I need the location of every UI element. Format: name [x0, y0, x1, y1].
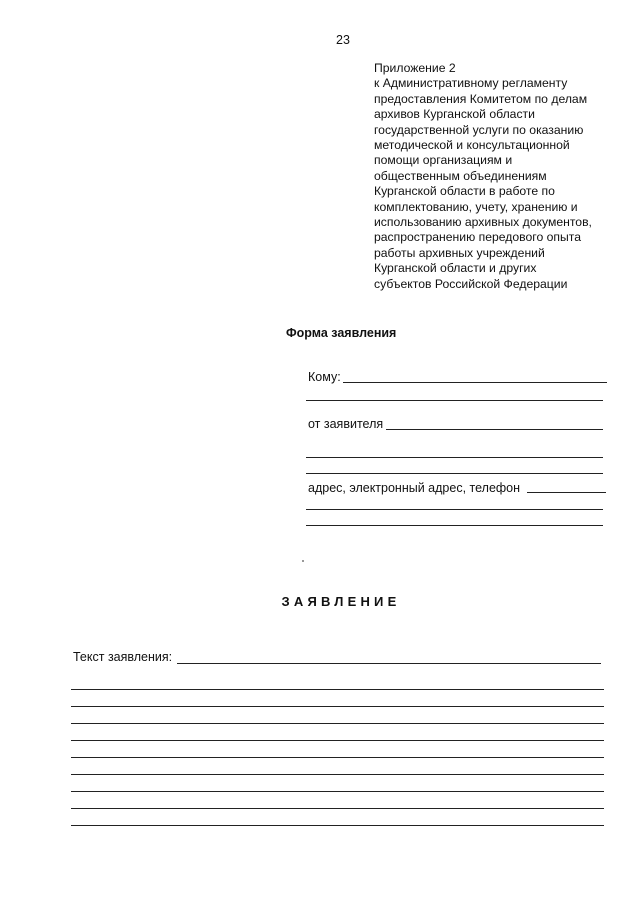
appendix-line: субъектов Российской Федерации	[374, 276, 568, 291]
appendix-line: Приложение 2	[374, 61, 456, 75]
to-field-line[interactable]	[343, 382, 607, 383]
appendix-line: методической и консультационной	[374, 138, 570, 153]
address-field-line-2[interactable]	[306, 509, 603, 510]
address-field-line-3[interactable]	[306, 525, 603, 526]
form-title: Форма заявления	[286, 326, 397, 340]
statement-text-line[interactable]	[71, 825, 604, 826]
appendix-line: предоставления Комитетом по делам	[374, 91, 588, 106]
statement-text-line[interactable]	[71, 774, 604, 775]
appendix-line: государственной услуги по оказанию	[374, 122, 584, 137]
appendix-line: общественным объединениям	[374, 168, 547, 183]
to-label: Кому:	[308, 370, 341, 384]
statement-text-line[interactable]	[71, 757, 604, 758]
statement-text-line[interactable]	[71, 740, 604, 741]
statement-text-line[interactable]	[71, 808, 604, 809]
appendix-line: к Административному регламенту	[374, 76, 568, 91]
to-field-line-2[interactable]	[306, 400, 603, 401]
page-number: 23	[336, 33, 350, 47]
speck	[302, 560, 304, 562]
appendix-line: комплектованию, учету, хранению и	[374, 199, 578, 214]
appendix-line: распространению передового опыта	[374, 230, 581, 245]
appendix-line: Курганской области и других	[374, 261, 537, 276]
address-field-line[interactable]	[527, 492, 606, 493]
from-label: от заявителя	[308, 417, 384, 431]
appendix-line: использованию архивных документов,	[374, 215, 592, 230]
statement-text-line[interactable]	[177, 663, 601, 664]
from-field-line-2[interactable]	[306, 457, 603, 458]
appendix-line: архивов Курганской области	[374, 107, 535, 122]
from-field-line-3[interactable]	[306, 473, 603, 474]
statement-text-label: Текст заявления:	[73, 650, 173, 664]
appendix-line: Курганской области в работе по	[374, 184, 555, 199]
statement-text-line[interactable]	[71, 723, 604, 724]
appendix-line: работы архивных учреждений	[374, 245, 545, 260]
from-field-line[interactable]	[386, 429, 603, 430]
statement-text-line[interactable]	[71, 706, 604, 707]
statement-text-line[interactable]	[71, 689, 604, 690]
statement-heading: ЗАЯВЛЕНИЕ	[281, 594, 401, 609]
address-label: адрес, электронный адрес, телефон	[308, 481, 521, 495]
appendix-block	[374, 61, 636, 292]
statement-text-line[interactable]	[71, 791, 604, 792]
appendix-line: помощи организациям и	[374, 153, 513, 168]
